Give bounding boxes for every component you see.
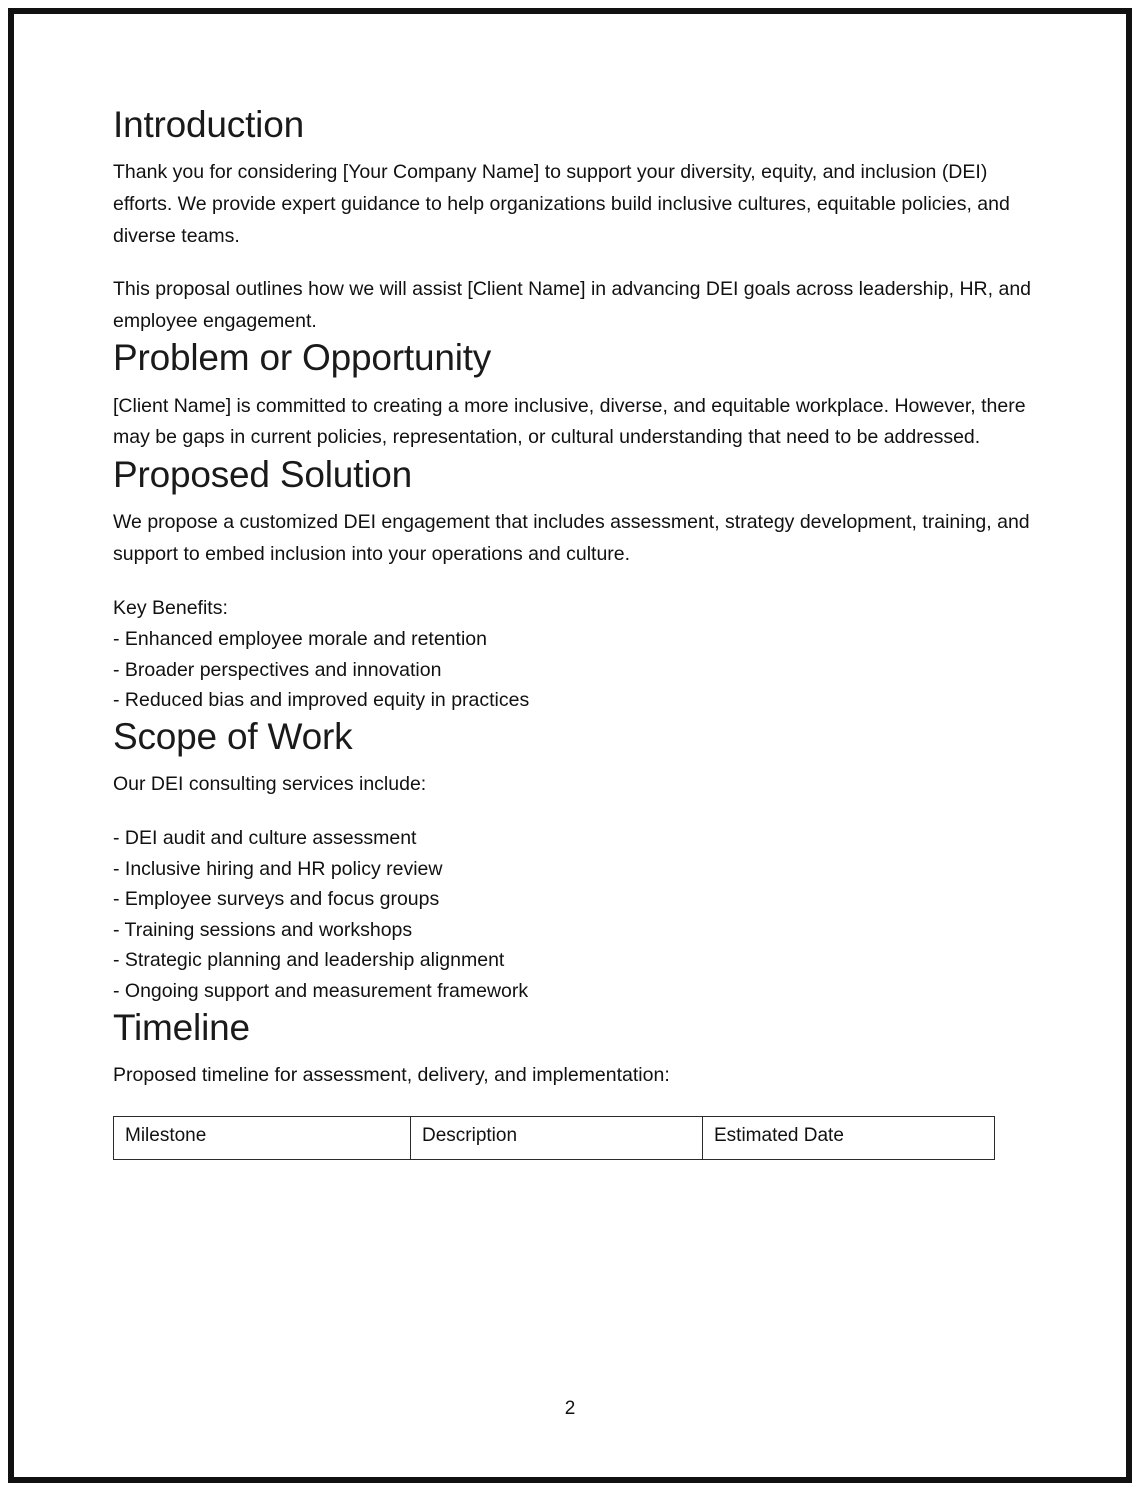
list-item: - Inclusive hiring and HR policy review	[113, 857, 443, 880]
introduction-paragraph-2: This proposal outlines how we will assist [Client Name] in advancing DEI goals across leadership, HR, and employee engagement.	[113, 278, 1032, 332]
heading-problem-or-opportunity: Problem or Opportunity	[113, 337, 492, 379]
heading-proposed-solution: Proposed Solution	[113, 453, 412, 495]
list-item: - Strategic planning and leadership alignment	[113, 949, 505, 972]
problem-paragraph-1: [Client Name] is committed to creating a more inclusive, diverse, and equitable workplace. However, there may be gaps in current policies, representation, or cultural understanding that need to be addressed.	[113, 394, 1026, 449]
table-header-description: Description	[411, 1116, 703, 1159]
key-benefits-list	[113, 624, 1038, 716]
list-item: - DEI audit and culture assessment	[113, 826, 417, 849]
heading-scope-of-work: Scope of Work	[113, 715, 353, 757]
timeline-intro-paragraph: Proposed timeline for assessment, delivery, and implementation:	[113, 1064, 670, 1087]
table-header-milestone: Milestone	[114, 1116, 411, 1159]
table-header-estimated-date: Estimated Date	[703, 1116, 995, 1159]
paragraph-spacer	[113, 801, 1038, 823]
page-number: 2	[564, 1398, 576, 1419]
list-item: - Training sessions and workshops	[113, 918, 413, 941]
heading-introduction: Introduction	[113, 104, 304, 145]
heading-timeline: Timeline	[113, 1006, 250, 1048]
solution-paragraph-1: We propose a customized DEI engagement that includes assessment, strategy development, training, and support to embed inclusion into your operations and culture.	[113, 511, 1030, 565]
scope-intro-paragraph: Our DEI consulting services include:	[113, 773, 427, 796]
timeline-table	[113, 1116, 995, 1160]
list-item: - Enhanced employee morale and retention	[113, 628, 487, 651]
table-header-row	[114, 1116, 995, 1159]
key-benefits-label: Key Benefits:	[113, 596, 228, 619]
list-item: - Ongoing support and measurement framework	[113, 979, 529, 1002]
scope-of-work-list	[113, 823, 1038, 1007]
list-item: - Reduced bias and improved equity in practices	[113, 689, 530, 712]
list-item: - Employee surveys and focus groups	[113, 888, 440, 911]
list-item: - Broader perspectives and innovation	[113, 658, 442, 681]
document-content	[113, 104, 1038, 1160]
introduction-paragraph-1: Thank you for considering [Your Company Name] to support your diversity, equity, and inclusion (DEI) efforts. We provide expert guidance to help organizations build inclusive cultures, equitable policies, and diverse teams.	[113, 161, 1010, 247]
paragraph-spacer	[113, 252, 1038, 274]
paragraph-spacer	[113, 571, 1038, 593]
